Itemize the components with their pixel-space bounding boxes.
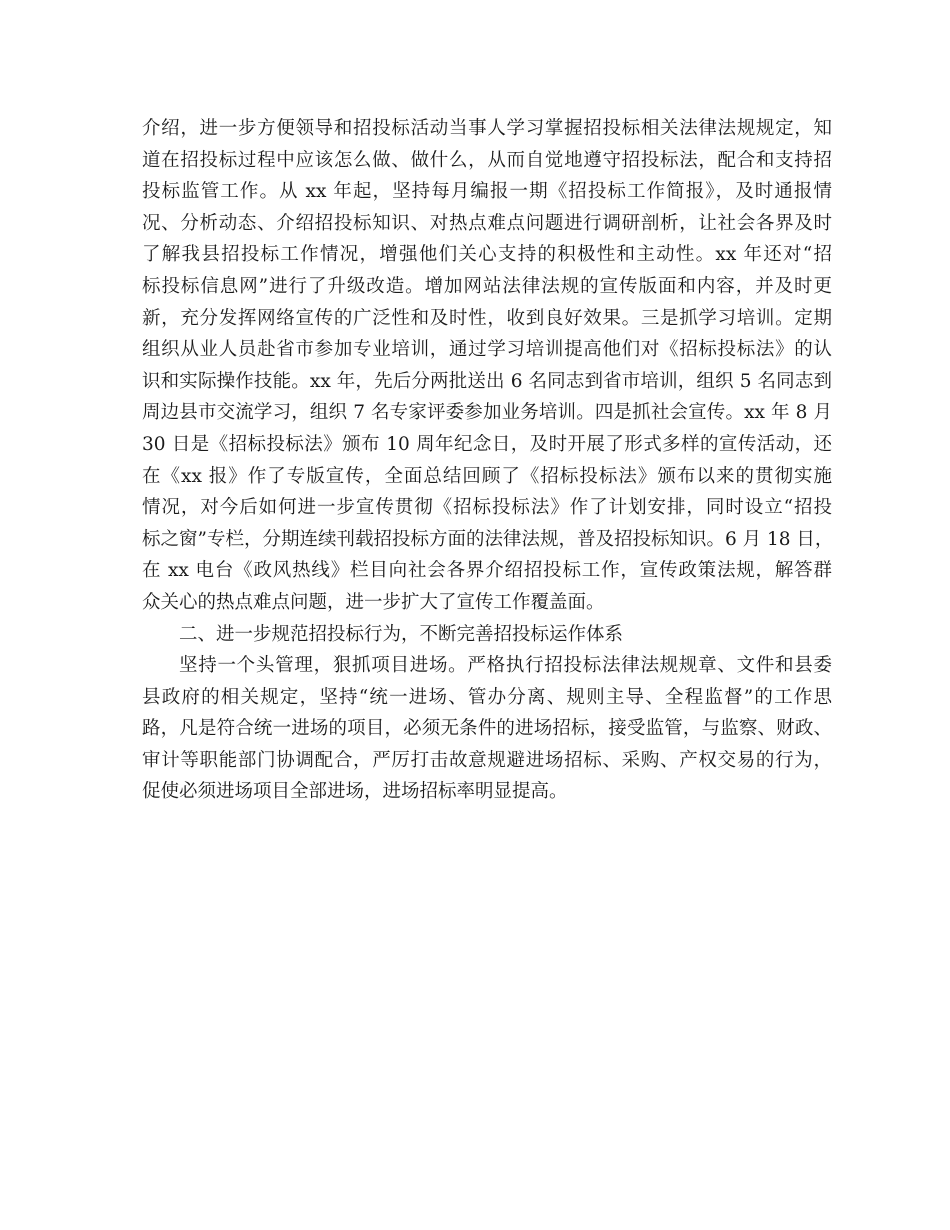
text-line: 在《xx 报》作了专版宣传，全面总结回顾了《招标投标法》颁布以来的贯彻实施 xyxy=(142,465,832,487)
text-line: 众关心的热点难点问题，进一步扩大了宣传工作覆盖面。 xyxy=(142,591,605,613)
text-line: 投标监管工作。从 xx 年起，坚持每月编报一期《招投标工作简报》，及时通报情 xyxy=(142,181,832,203)
text-line: 标之窗”专栏，分期连续刊载招投标方面的法律法规，普及招投标知识。6 月 18 日， xyxy=(142,528,834,550)
text-line: 在 xx 电台《政风热线》栏目向社会各界介绍招投标工作，宣传政策法规，解答群 xyxy=(142,560,832,582)
text-line: 介绍，进一步方便领导和招投标活动当事人学习掌握招投标相关法律法规规定，知 xyxy=(142,118,832,139)
text-line: 坚持一个头管理，狠抓项目进场。严格执行招投标法律法规规章、文件和县委 xyxy=(179,655,832,677)
text-line: 标投标信息网”进行了升级改造。增加网站法律法规的宣传版面和内容，并及时更 xyxy=(142,275,832,297)
text-line: 了解我县招投标工作情况，增强他们关心支持的积极性和主动性。xx 年还对“招 xyxy=(142,244,832,266)
text-line: 路，凡是符合统一进场的项目，必须无条件的进场招标，接受监管，与监察、财政、 xyxy=(142,718,832,740)
body-text xyxy=(142,113,832,808)
section-heading: 二、进一步规范招投标行为，不断完善招投标运作体系 xyxy=(179,623,624,645)
text-line: 组织从业人员赴省市参加专业培训，通过学习培训提高他们对《招标投标法》的认 xyxy=(142,339,832,361)
text-line: 新，充分发挥网络宣传的广泛性和及时性，收到良好效果。三是抓学习培训。定期 xyxy=(142,307,832,329)
text-line: 情况，对今后如何进一步宣传贯彻《招标投标法》作了计划安排，同时设立“招投 xyxy=(142,497,832,519)
text-line: 30 日是《招标投标法》颁布 10 周年纪念日，及时开展了形式多样的宣传活动，还 xyxy=(142,433,832,455)
text-line: 周边县市交流学习，组织 7 名专家评委参加业务培训。四是抓社会宣传。xx 年 8 月 xyxy=(142,402,832,424)
text-line: 道在招投标过程中应该怎么做、做什么，从而自觉地遵守招投标法，配合和支持招 xyxy=(142,149,832,171)
text-line: 况、分析动态、介绍招投标知识、对热点难点问题进行调研剖析，让社会各界及时 xyxy=(142,212,832,234)
text-line: 县政府的相关规定，坚持“统一进场、管办分离、规则主导、全程监督”的工作思 xyxy=(142,686,832,708)
text-line: 识和实际操作技能。xx 年，先后分两批送出 6 名同志到省市培训，组织 5 名同志到 xyxy=(142,370,832,392)
text-line: 审计等职能部门协调配合，严厉打击故意规避进场招标、采购、产权交易的行为， xyxy=(142,749,832,771)
text-line: 促使必须进场项目全部进场，进场招标率明显提高。 xyxy=(142,781,568,803)
